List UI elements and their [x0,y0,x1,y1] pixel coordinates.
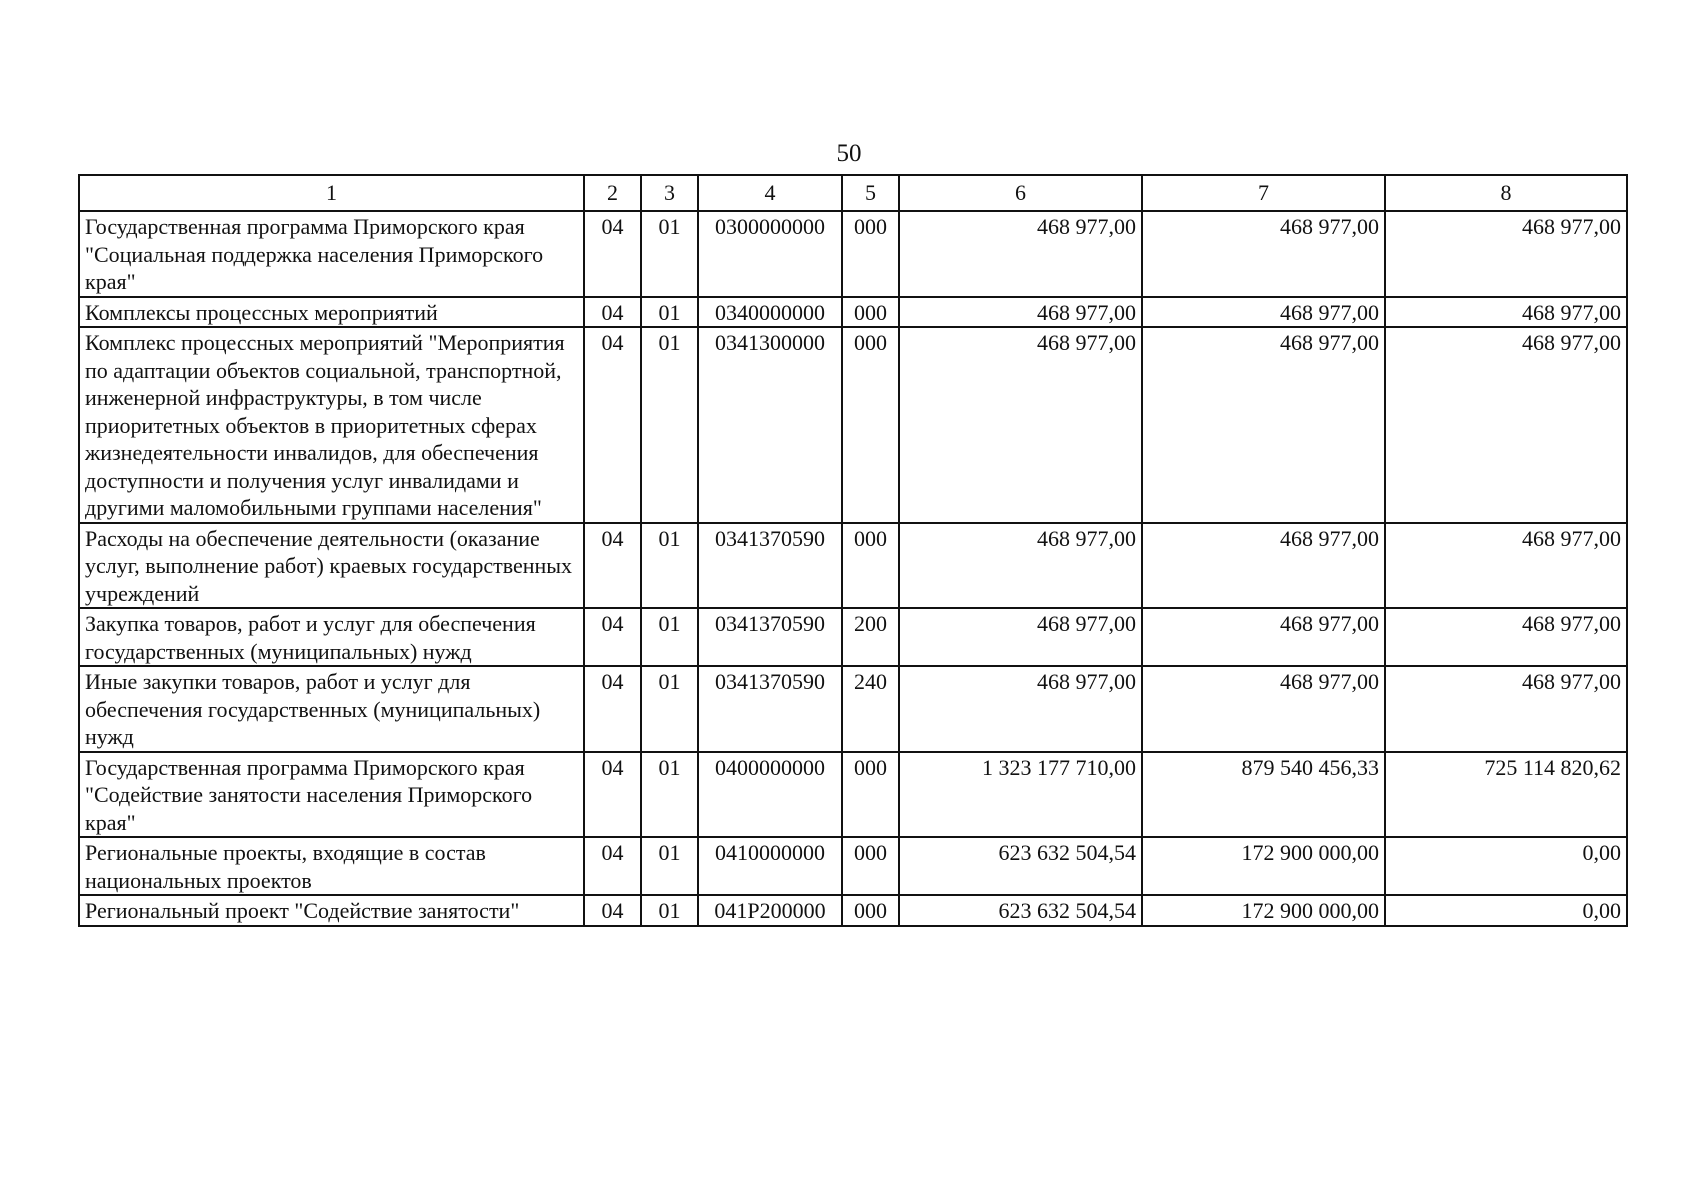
column-number-row [79,175,1627,211]
subsection-code-cell: 01 [641,752,698,838]
table-row [79,523,1627,609]
amount-cell-col7: 468 977,00 [1142,211,1385,297]
expense-type-cell: 000 [842,895,899,926]
expense-name-cell: Государственная программа Приморского края "Социальная поддержка населения Приморского края" [79,211,584,297]
expense-type-cell: 000 [842,327,899,523]
target-article-cell: 0341300000 [698,327,842,523]
expense-type-cell: 000 [842,752,899,838]
amount-cell-col6: 468 977,00 [899,666,1142,752]
amount-cell-col6: 468 977,00 [899,211,1142,297]
section-code-cell: 04 [584,327,641,523]
amount-cell-col6: 468 977,00 [899,523,1142,609]
table-row [79,327,1627,523]
section-code-cell: 04 [584,752,641,838]
amount-cell-col7: 468 977,00 [1142,666,1385,752]
expense-name-cell: Комплексы процессных мероприятий [79,297,584,328]
expense-name-cell: Региональный проект "Содействие занятости" [79,895,584,926]
expense-name-cell: Закупка товаров, работ и услуг для обеспечения государственных (муниципальных) нужд [79,608,584,666]
amount-cell-col8: 468 977,00 [1385,608,1627,666]
amount-cell-col7: 468 977,00 [1142,608,1385,666]
column-header: 5 [842,175,899,211]
column-header: 4 [698,175,842,211]
section-code-cell: 04 [584,666,641,752]
column-header: 3 [641,175,698,211]
expense-type-cell: 200 [842,608,899,666]
section-code-cell: 04 [584,297,641,328]
target-article-cell: 0340000000 [698,297,842,328]
page-number: 50 [836,140,862,167]
amount-cell-col7: 172 900 000,00 [1142,837,1385,895]
section-code-cell: 04 [584,895,641,926]
amount-cell-col8: 0,00 [1385,895,1627,926]
expense-name-cell: Расходы на обеспечение деятельности (оказание услуг, выполнение работ) краевых государственных учреждений [79,523,584,609]
subsection-code-cell: 01 [641,297,698,328]
amount-cell-col7: 879 540 456,33 [1142,752,1385,838]
amount-cell-col7: 172 900 000,00 [1142,895,1385,926]
column-header: 1 [79,175,584,211]
target-article-cell: 0341370590 [698,523,842,609]
amount-cell-col8: 725 114 820,62 [1385,752,1627,838]
subsection-code-cell: 01 [641,666,698,752]
amount-cell-col8: 468 977,00 [1385,327,1627,523]
subsection-code-cell: 01 [641,837,698,895]
target-article-cell: 0341370590 [698,608,842,666]
section-code-cell: 04 [584,608,641,666]
subsection-code-cell: 01 [641,608,698,666]
expense-name-cell: Иные закупки товаров, работ и услуг для обеспечения государственных (муниципальных) нужд [79,666,584,752]
amount-cell-col8: 468 977,00 [1385,211,1627,297]
target-article-cell: 0300000000 [698,211,842,297]
amount-cell-col7: 468 977,00 [1142,297,1385,328]
subsection-code-cell: 01 [641,523,698,609]
expense-type-cell: 240 [842,666,899,752]
amount-cell-col6: 623 632 504,54 [899,895,1142,926]
section-code-cell: 04 [584,523,641,609]
target-article-cell: 041P200000 [698,895,842,926]
target-article-cell: 0341370590 [698,666,842,752]
amount-cell-col8: 0,00 [1385,837,1627,895]
amount-cell-col8: 468 977,00 [1385,523,1627,609]
budget-table [78,174,1628,927]
table-row [79,297,1627,328]
section-code-cell: 04 [584,211,641,297]
table-row [79,666,1627,752]
expense-type-cell: 000 [842,211,899,297]
table-row [79,608,1627,666]
column-header: 6 [899,175,1142,211]
amount-cell-col6: 468 977,00 [899,327,1142,523]
column-header: 7 [1142,175,1385,211]
amount-cell-col8: 468 977,00 [1385,666,1627,752]
amount-cell-col7: 468 977,00 [1142,523,1385,609]
expense-name-cell: Государственная программа Приморского края "Содействие занятости населения Приморского края" [79,752,584,838]
expense-name-cell: Комплекс процессных мероприятий "Мероприятия по адаптации объектов социальной, транспортной, инженерной инфраструктуры, в том числе приоритетных объектов в приоритетных сферах жизнедеятельности инвалидов, для обеспечения доступности и получения услуг инвалидами и другими маломобильными группами населения" [79,327,584,523]
expense-type-cell: 000 [842,297,899,328]
expense-type-cell: 000 [842,523,899,609]
expense-name-cell: Региональные проекты, входящие в состав национальных проектов [79,837,584,895]
subsection-code-cell: 01 [641,895,698,926]
amount-cell-col6: 468 977,00 [899,608,1142,666]
amount-cell-col8: 468 977,00 [1385,297,1627,328]
target-article-cell: 0400000000 [698,752,842,838]
table-row [79,895,1627,926]
column-header: 2 [584,175,641,211]
column-header: 8 [1385,175,1627,211]
amount-cell-col6: 623 632 504,54 [899,837,1142,895]
subsection-code-cell: 01 [641,327,698,523]
table-row [79,837,1627,895]
amount-cell-col6: 468 977,00 [899,297,1142,328]
table-row [79,211,1627,297]
section-code-cell: 04 [584,837,641,895]
subsection-code-cell: 01 [641,211,698,297]
amount-cell-col6: 1 323 177 710,00 [899,752,1142,838]
table-row [79,752,1627,838]
target-article-cell: 0410000000 [698,837,842,895]
expense-type-cell: 000 [842,837,899,895]
amount-cell-col7: 468 977,00 [1142,327,1385,523]
